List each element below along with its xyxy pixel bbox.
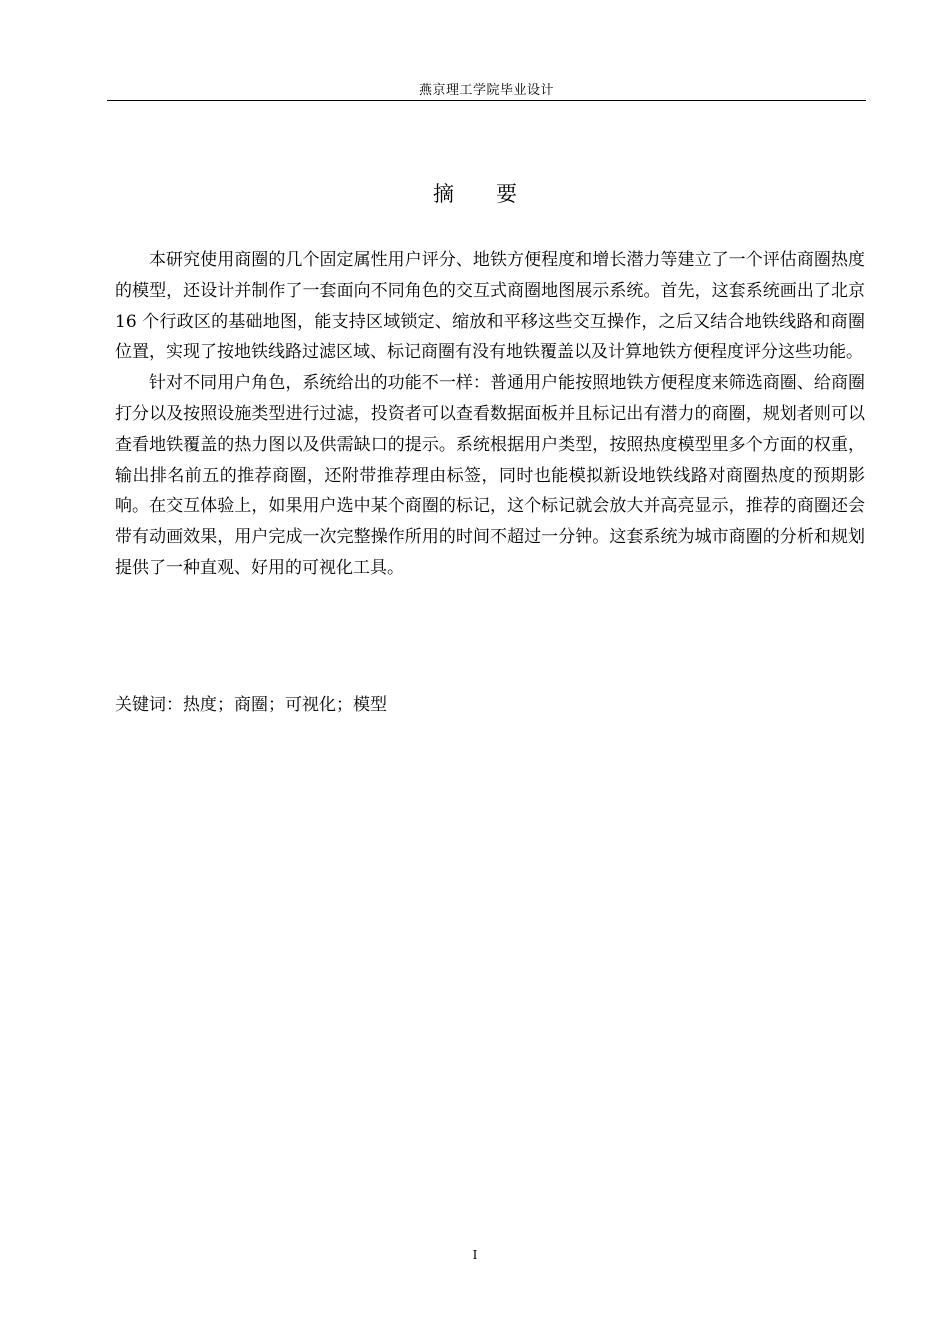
abstract-title	[0, 180, 950, 208]
abstract-paragraph-1: 本研究使用商圈的几个固定属性用户评分、地铁方便程度和增长潜力等建立了一个评估商圈热度的模型，还设计并制作了一套面向不同角色的交互式商圈地图展示系统。首先，这套系统画出了北京 16 个行政区的基础地图，能支持区域锁定、缩放和平移这些交互操作，之后又结合地铁线路和商圈位置，实现了按地铁线路过滤区域、标记商圈有没有地铁覆盖以及计算地铁方便程度评分这些功能。	[115, 250, 865, 363]
page-number: I	[472, 1248, 478, 1262]
abstract-body	[115, 245, 865, 584]
abstract-title-right: 要	[496, 182, 517, 206]
running-header: 燕京理工学院毕业设计	[418, 83, 554, 98]
keywords-list: 热度；商圈；可视化；模型	[183, 695, 387, 715]
abstract-paragraph-2: 针对不同用户角色，系统给出的功能不一样：普通用户能按照地铁方便程度来筛选商圈、给商圈打分以及按照设施类型进行过滤，投资者可以查看数据面板并且标记出有潜力的商圈，规划者则可以查看地铁覆盖的热力图以及供需缺口的提示。系统根据用户类型，按照热度模型里多个方面的权重，输出排名前五的推荐商圈，还附带推荐理由标签，同时也能模拟新设地铁线路对商圈热度的预期影响。在交互体验上，如果用户选中某个商圈的标记，这个标记就会放大并高亮显示，推荐的商圈还会带有动画效果，用户完成一次完整操作所用的时间不超过一分钟。这套系统为城市商圈的分析和规划提供了一种直观、好用的可视化工具。	[115, 373, 865, 578]
header-rule	[107, 100, 866, 101]
keywords-label: 关键词：	[115, 695, 183, 715]
keywords-line	[115, 690, 387, 720]
abstract-title-left: 摘	[433, 182, 454, 206]
